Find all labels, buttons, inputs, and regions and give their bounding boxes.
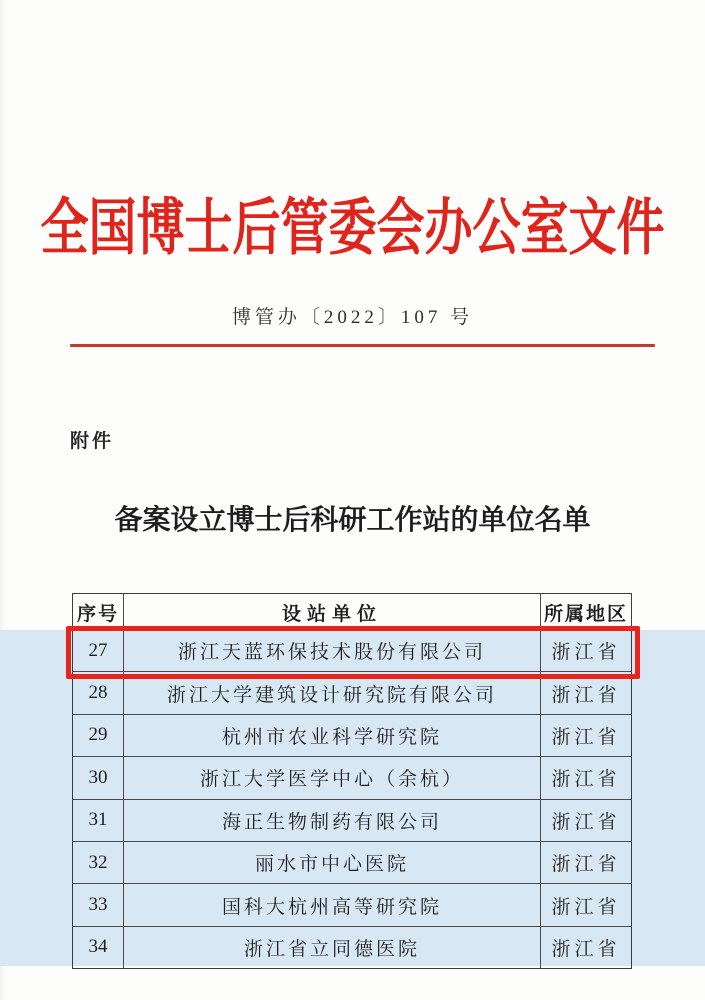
- table-body: [73, 630, 631, 968]
- table-title: 备案设立博士后科研工作站的单位名单: [114, 505, 591, 536]
- table-row: [73, 671, 631, 713]
- masthead-divider-line: [70, 344, 655, 347]
- region-cell: 浙江省: [551, 642, 621, 664]
- unit-name-cell: 浙江天蓝环保技术股份有限公司: [123, 630, 541, 671]
- table-row: [73, 714, 631, 756]
- table-row: [73, 799, 631, 841]
- units-table: [72, 593, 632, 969]
- table-row: [73, 883, 631, 925]
- unit-name-cell: 杭州市农业科学研究院: [123, 715, 541, 756]
- attachment-label: 附件: [70, 431, 115, 452]
- document-number: 博管办〔2022〕107 号: [231, 307, 474, 328]
- region-cell: 浙江省: [551, 854, 621, 876]
- unit-name-cell: 浙江大学医学中心（余杭）: [123, 757, 541, 798]
- region-cell: 浙江省: [551, 726, 621, 748]
- region-cell: 浙江省: [551, 684, 621, 706]
- region-cell: 浙江省: [551, 938, 621, 960]
- region-cell: 浙江省: [551, 769, 621, 791]
- row-number-cell: 34: [88, 936, 108, 958]
- row-number-cell: 32: [88, 851, 108, 873]
- region-cell: 浙江省: [551, 896, 621, 918]
- table-row: [73, 926, 631, 968]
- row-number-cell: 28: [88, 682, 108, 704]
- unit-name-cell: 丽水市中心医院: [123, 842, 541, 883]
- header-region: 所属地区: [543, 603, 628, 625]
- row-number-cell: 27: [88, 639, 108, 661]
- row-number-cell: 30: [88, 766, 108, 788]
- region-cell: 浙江省: [551, 811, 621, 833]
- table-row: [73, 841, 631, 883]
- header-unit: 设站单位: [123, 594, 541, 630]
- document-masthead-title: 全国博士后管委会办公室文件: [40, 194, 665, 263]
- row-number-cell: 31: [88, 809, 108, 831]
- header-no: 序号: [76, 603, 119, 625]
- table-row: [73, 756, 631, 798]
- unit-name-cell: 浙江大学建筑设计研究院有限公司: [123, 672, 541, 713]
- unit-name-cell: 国科大杭州高等研究院: [123, 884, 541, 925]
- unit-name-cell: 浙江省立同德医院: [123, 927, 541, 968]
- row-number-cell: 29: [88, 724, 108, 746]
- unit-name-cell: 海正生物制药有限公司: [123, 800, 541, 841]
- table-header-row: [73, 594, 631, 630]
- row-number-cell: 33: [88, 894, 108, 916]
- table-row: [73, 630, 631, 671]
